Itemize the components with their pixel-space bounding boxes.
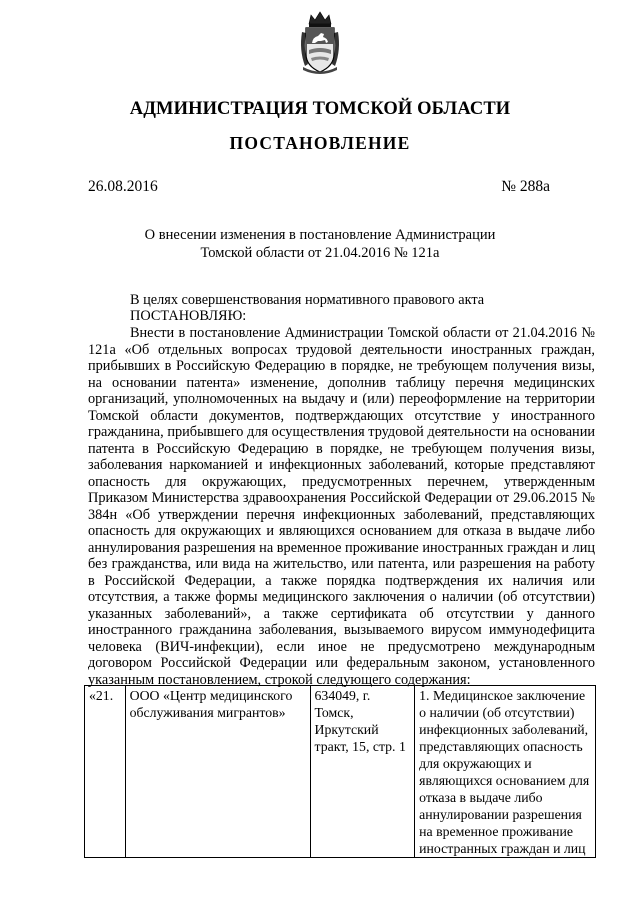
organization-title: АДМИНИСТРАЦИЯ ТОМСКОЙ ОБЛАСТИ: [129, 99, 511, 119]
intro-text: В целях совершенствования нормативного правового акта: [130, 292, 485, 308]
document-subject: [120, 226, 520, 262]
decree-word: ПОСТАНОВЛЯЮ:: [130, 308, 247, 324]
tomsk-coat-of-arms-icon: [299, 10, 341, 76]
table-row: [85, 686, 596, 858]
body-paragraph: Внести в постановление Администрации Томской области от 21.04.2016 № 121а «Об отдельных вопросах трудовой деятельности иностранных граждан, прибывших в Российскую Федерацию в порядке, не требующем получения визы, на основании патента» изменение, дополнив таблицу перечня медицинских организаций, уполномоченных на выдачу и (или) переоформление на территории Томской области документов, подтверждающих отсутствие у иностранного гражданина, прибывшего для осуществления трудовой деятельности на основании патента в Российскую Федерацию в порядке, не требующем получения визы, заболевания наркоманией и инфекционных заболеваний, которые представляют опасность для окружающих, предусмотренных перечнем, утвержденным Приказом Министерства здравоохранения Российской Федерации от 29.06.2015 № 384н «Об утверждении перечня инфекционных заболеваний, представляющих опасность для окружающих и являющихся основанием для отказа в выдаче либо аннулирования разрешения на временное проживание иностранных граждан и лиц без гражданства, или вида на жительство, или патента, или разрешения на работу в Российской Федерации, а также порядка подтверждения их наличия или отсутствия, а также формы медицинского заключения о наличии (об отсутствии) указанных заболеваний», а также сертификата об отсутствии у данного иностранного гражданина заболевания, вызываемого вирусом иммунодефицита человека (ВИЧ-инфекции), если иное не предусмотрено международным договором Российской Федерации или федеральным законом, установленного указанным постановлением, строкой следующего содержания:: [88, 325, 595, 688]
documents-cell: 1. Медицинское заключение о наличии (об отсутствии) инфекционных заболеваний, представляющих опасность для окружающих и являющихся основанием для отказа в выдаче либо аннулировании разрешения на временное проживание иностранных граждан и лиц: [415, 686, 596, 858]
subject-line-1: О внесении изменения в постановление Администрации: [144, 227, 496, 243]
row-index-cell: «21.: [85, 686, 126, 858]
subject-line-2: Томской области от 21.04.2016 № 121а: [200, 245, 440, 261]
organizations-table: [84, 685, 596, 858]
document-date: 26.08.2016: [88, 178, 158, 195]
document-type-title: ПОСТАНОВЛЕНИЕ: [229, 133, 411, 153]
address-cell: 634049, г. Томск, Иркутский тракт, 15, стр. 1: [310, 686, 415, 858]
organization-cell: ООО «Центр медицинского обслуживания мигрантов»: [125, 686, 310, 858]
document-number: № 288а: [501, 178, 550, 195]
